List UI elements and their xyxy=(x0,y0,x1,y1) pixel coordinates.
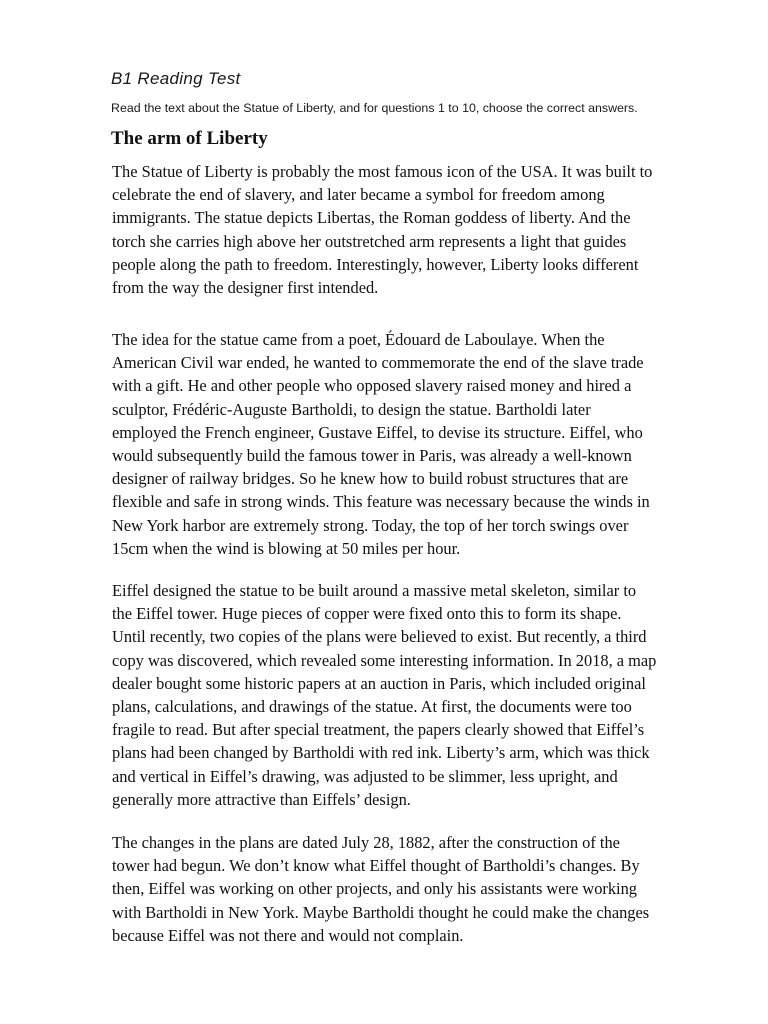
text-line: The idea for the statue came from a poet, Édouard de Laboulaye. When the xyxy=(112,330,605,349)
paragraph-4 xyxy=(112,831,722,947)
paragraph-2 xyxy=(112,328,722,560)
text-line: Eiffel designed the statue to be built around a massive metal skeleton, similar to xyxy=(112,581,637,600)
paragraph-1 xyxy=(112,160,722,299)
text-line: plans had been changed by Bartholdi with red ink. Liberty’s arm, which was thick xyxy=(112,743,650,763)
text-line: immigrants. The statue depicts Libertas, the Roman goddess of liberty. And the xyxy=(112,208,631,228)
text-line: with Bartholdi in New York. Maybe Bartholdi thought he could make the changes xyxy=(112,902,650,922)
text-line: designer of railway bridges. So he knew how to build robust structures that are xyxy=(112,469,629,489)
text-line: employed the French engineer, Gustave Eiffel, to devise its structure. Eiffel, who xyxy=(112,422,643,442)
text-line: Until recently, two copies of the plans were believed to exist. But recently, a third xyxy=(112,627,647,647)
text-line: sculptor, Frédéric-Auguste Bartholdi, to design the statue. Bartholdi later xyxy=(112,399,591,419)
text-line: with a gift. He and other people who opposed slavery raised money and hired a xyxy=(112,376,632,396)
text-line: New York harbor are extremely strong. Today, the top of her torch swings over xyxy=(112,515,629,535)
text-line: fragile to read. But after special treatment, the papers clearly showed that Eiffel’s xyxy=(112,720,645,740)
test-label: B1 Reading Test xyxy=(111,69,241,88)
text-line: then, Eiffel was working on other projects, and only his assistants were working xyxy=(112,879,638,899)
text-line: dealer bought some historic papers at an auction in Paris, which included original xyxy=(112,673,646,693)
text-line: people along the path to freedom. Interestingly, however, Liberty looks different xyxy=(112,254,639,274)
text-line: flexible and safe in strong winds. This feature was necessary because the winds in xyxy=(112,492,650,512)
text-line: 15cm when the wind is blowing at 50 miles per hour. xyxy=(112,538,461,558)
text-line: the Eiffel tower. Huge pieces of copper were fixed onto this to form its shape. xyxy=(112,604,622,624)
text-line: because Eiffel was not there and would not complain. xyxy=(112,925,464,945)
instructions: Read the text about the Statue of Liberty, and for questions 1 to 10, choose the correct answers. xyxy=(111,101,638,115)
text-line: torch she carries high above her outstretched arm represents a light that guides xyxy=(112,231,627,251)
text-line: American Civil war ended, he wanted to commemorate the end of the slave trade xyxy=(112,353,644,373)
text-line: generally more attractive than Eiffels’ design. xyxy=(112,789,411,809)
paragraph-3 xyxy=(112,579,722,811)
text-line: would subsequently build the famous tower in Paris, was already a well-known xyxy=(112,446,632,466)
text-line: The changes in the plans are dated July 28, 1882, after the construction of the xyxy=(112,833,620,852)
article-title: The arm of Liberty xyxy=(111,128,268,149)
text-line: copy was discovered, which revealed some interesting information. In 2018, a map xyxy=(112,650,657,670)
text-line: celebrate the end of slavery, and later became a symbol for freedom among xyxy=(112,185,605,205)
text-line: from the way the designer first intended. xyxy=(112,278,379,298)
text-line: tower had begun. We don’t know what Eiffel thought of Bartholdi’s changes. By xyxy=(112,856,640,876)
text-line: plans, calculations, and drawings of the statue. At first, the documents were too xyxy=(112,697,632,717)
text-line: The Statue of Liberty is probably the most famous icon of the USA. It was built to xyxy=(112,162,653,181)
text-line: and vertical in Eiffel’s drawing, was adjusted to be slimmer, less upright, and xyxy=(112,766,618,786)
